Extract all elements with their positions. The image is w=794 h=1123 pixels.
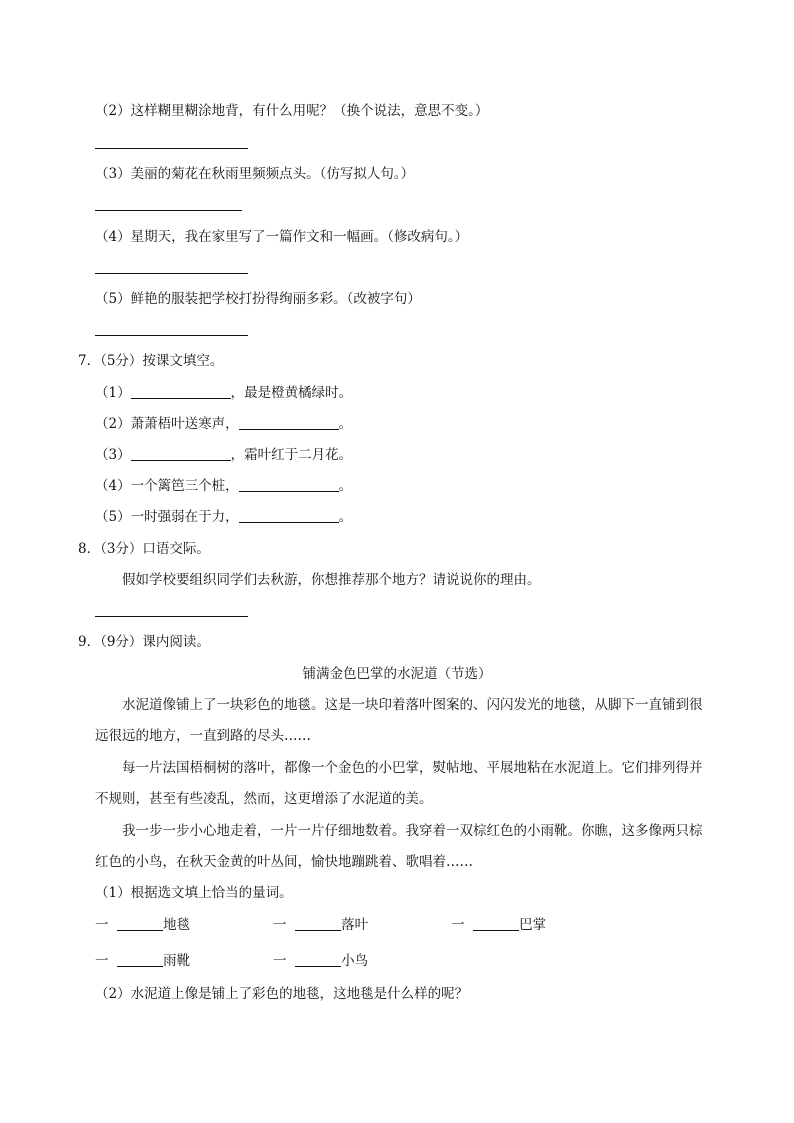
q7-item-4-suffix: 。 xyxy=(338,478,353,494)
q7-item-4 xyxy=(95,477,352,495)
q7-item-1 xyxy=(95,384,352,402)
q7-item-1-suffix: ，最是橙黄橘绿时。 xyxy=(230,385,353,401)
q7-blank-4[interactable] xyxy=(239,478,339,492)
q9-heading: 9．（9分）课内阅读。 xyxy=(78,634,210,650)
q9-sub-question-1: （1）根据选文填上恰当的量词。 xyxy=(95,885,293,901)
measure-word-5-noun: 小鸟 xyxy=(341,953,369,969)
q7-item-2-prefix: （2）萧萧梧叶送寒声， xyxy=(95,416,239,432)
measure-word-3-blank[interactable] xyxy=(473,917,519,931)
measure-word-5-blank[interactable] xyxy=(295,953,341,967)
q7-blank-5[interactable] xyxy=(239,509,339,523)
measure-word-4-yi: 一 xyxy=(95,953,109,969)
measure-word-1 xyxy=(95,916,190,934)
q9-sub-question-2: （2）水泥道上像是铺上了彩色的地毯，这地毯是什么样的呢？ xyxy=(95,986,469,1002)
measure-word-1-blank[interactable] xyxy=(117,917,163,931)
q7-item-2-suffix: 。 xyxy=(338,416,353,432)
q7-blank-1[interactable] xyxy=(131,385,231,399)
measure-word-5-yi: 一 xyxy=(273,953,287,969)
passage-p3-line-1: 我一步一步小心地走着，一片一片仔细地数着。我穿着一双棕红色的小雨靴。你瞧，这多像两只棕 xyxy=(122,823,703,839)
measure-word-2-blank[interactable] xyxy=(295,917,341,931)
q6-answer-line-3[interactable] xyxy=(95,210,242,211)
q6-sentence-4: （4）星期天，我在家里写了一篇作文和一幅画。（修改病句。） xyxy=(95,229,469,245)
passage-p1-line-1: 水泥道像铺上了一块彩色的地毯。这是一块印着落叶图案的、闪闪发光的地毯，从脚下一直铺到很 xyxy=(122,697,703,713)
passage-title: 铺满金色巴掌的水泥道（节选） xyxy=(302,666,492,682)
measure-word-4-blank[interactable] xyxy=(117,953,163,967)
passage-p3-line-2: 红色的小鸟，在秋天金黄的叶丛间，愉快地蹦跳着、歌唱着…… xyxy=(95,854,473,870)
measure-word-2 xyxy=(273,916,368,934)
q6-sentence-2: （2）这样糊里糊涂地背，有什么用呢？（换个说法，意思不变。） xyxy=(95,103,489,119)
q6-sentence-3: （3）美丽的菊花在秋雨里频频点头。（仿写拟人句。） xyxy=(95,166,415,182)
passage-p1-line-2: 远很远的地方，一直到路的尽头…… xyxy=(95,728,311,744)
passage-p2-line-2: 不规则，甚至有些凌乱，然而，这更增添了水泥道的美。 xyxy=(95,791,433,807)
q7-item-5-prefix: （5）一时强弱在于力， xyxy=(95,509,239,525)
q6-answer-line-2[interactable] xyxy=(95,148,248,149)
measure-word-3 xyxy=(451,916,546,934)
measure-word-1-yi: 一 xyxy=(95,917,109,933)
q7-blank-3[interactable] xyxy=(131,447,231,461)
q6-sentence-5: （5）鲜艳的服装把学校打扮得绚丽多彩。（改被字句） xyxy=(95,291,421,307)
q8-heading: 8．（3分）口语交际。 xyxy=(78,541,210,557)
q7-item-1-prefix: （1） xyxy=(95,385,131,401)
q8-prompt: 假如学校要组织同学们去秋游，你想推荐那个地方？请说说你的理由。 xyxy=(122,572,541,588)
q7-item-4-prefix: （4）一个篱笆三个桩， xyxy=(95,478,239,494)
q7-heading: 7．（5分）按课文填空。 xyxy=(78,353,224,369)
measure-word-3-noun: 巴掌 xyxy=(519,917,547,933)
passage-p2-line-1: 每一片法国梧桐树的落叶，都像一个金色的小巴掌，熨帖地、平展地粘在水泥道上。它们排列得并 xyxy=(122,760,703,776)
q8-answer-line[interactable] xyxy=(95,616,248,617)
measure-word-4 xyxy=(95,952,190,970)
measure-word-3-yi: 一 xyxy=(451,917,465,933)
measure-word-1-noun: 地毯 xyxy=(163,917,191,933)
q7-item-3 xyxy=(95,446,352,464)
q7-item-5 xyxy=(95,508,352,526)
measure-word-4-noun: 雨靴 xyxy=(163,953,191,969)
measure-word-5 xyxy=(273,952,368,970)
q6-answer-line-4[interactable] xyxy=(95,273,248,274)
q7-blank-2[interactable] xyxy=(239,416,339,430)
q7-item-3-suffix: ，霜叶红于二月花。 xyxy=(230,447,353,463)
q7-item-2 xyxy=(95,415,352,433)
q7-item-5-suffix: 。 xyxy=(338,509,353,525)
q7-item-3-prefix: （3） xyxy=(95,447,131,463)
q6-answer-line-5[interactable] xyxy=(95,335,248,336)
measure-word-2-yi: 一 xyxy=(273,917,287,933)
measure-word-2-noun: 落叶 xyxy=(341,917,369,933)
